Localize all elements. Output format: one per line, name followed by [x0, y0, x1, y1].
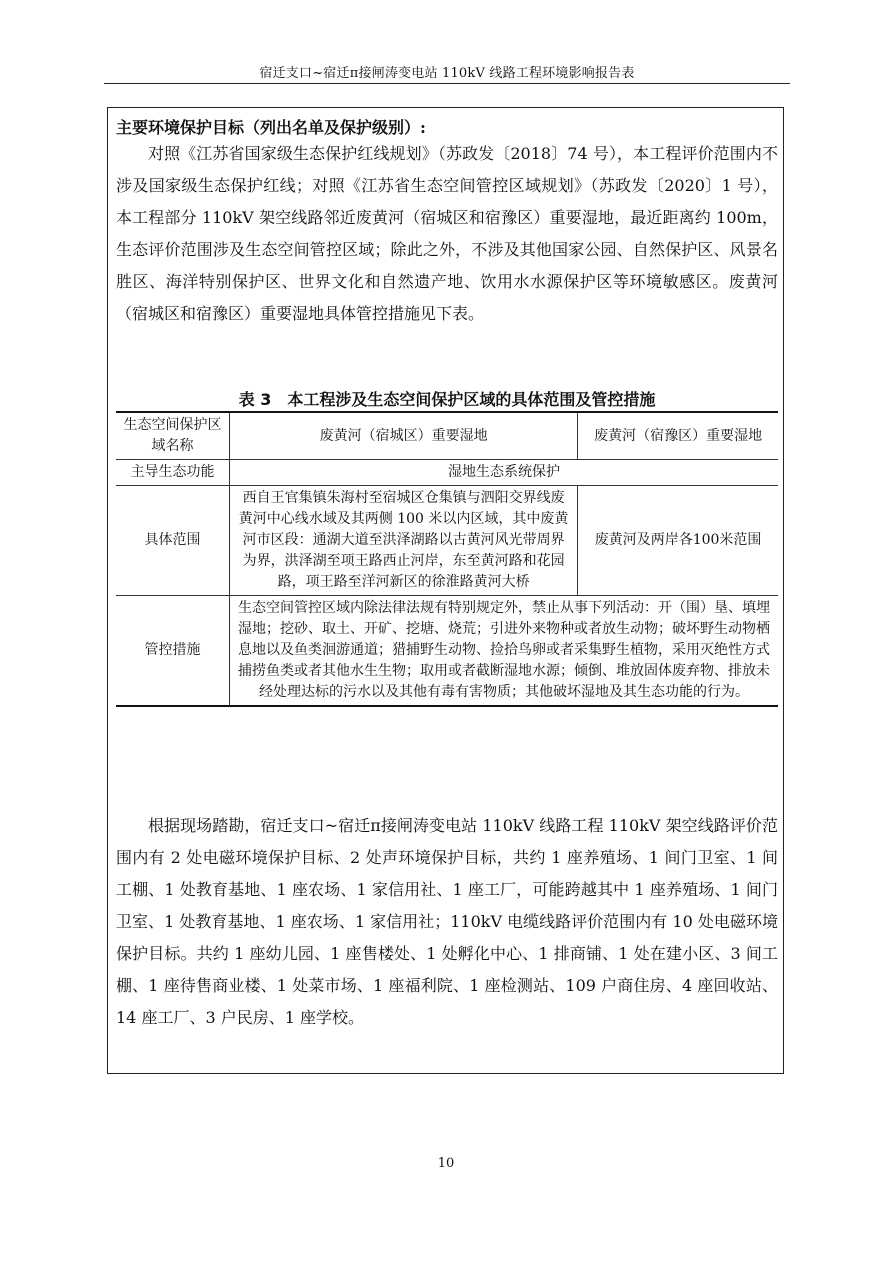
row-label-scope: 具体范围	[116, 486, 230, 596]
page-number: 10	[437, 1156, 455, 1171]
eco-zone-table	[116, 411, 778, 707]
table-caption: 表 3 本工程涉及生态空间保护区域的具体范围及管控措施	[238, 390, 656, 409]
intro-paragraph: 对照《江苏省国家级生态保护红线规划》（苏政发〔2018〕74 号），本工程评价范围内不涉及国家级生态保护红线；对照《江苏省生态空间管控区域规划》（苏政发〔2020〕1 号），本工程部分 110kV 架空线路邻近废黄河（宿城区和宿豫区）重要湿地，最近距离约 100m，生态评价范围涉及生态空间管控区域；除此之外，不涉及其他国家公园、自然保护区、风景名胜区、海洋特别保护区、世界文化和自然遗产地、饮用水水源保护区等环境敏感区。废黄河（宿城区和宿豫区）重要湿地具体管控措施见下表。	[116, 144, 778, 323]
row-label-name: 生态空间保护区域名称	[116, 412, 230, 460]
section-title: 主要环境保护目标（列出名单及保护级别）:	[116, 118, 426, 137]
survey-paragraph: 根据现场踏勘，宿迁支口~宿迁π接闸涛变电站 110kV 线路工程 110kV 架空线路评价范围内有 2 处电磁环境保护目标、2 处声环境保护目标，共约 1 座养殖场、1 间门卫室、1 间工棚、1 处教育基地、1 座农场、1 家信用社、1 座工厂，可能跨越其中 1 座养殖场、1 间门卫室、1 处教育基地、1 座农场、1 家信用社；110kV 电缆线路评价范围内有 10 处电磁环境保护目标。共约 1 座幼儿园、1 座售楼处、1 处孵化中心、1 排商铺、1 处在建小区、3 间工棚、1 座待售商业楼、1 处菜市场、1 座福利院、1 座检测站、109 户商住房、4 座回收站、14 座工厂、3 户民房、1 座学校。	[116, 816, 778, 1027]
zone-name-suyu: 废黄河（宿豫区）重要湿地	[578, 412, 778, 460]
row-label-function: 主导生态功能	[116, 460, 230, 486]
header-rule	[104, 83, 790, 84]
table-row-measures	[116, 596, 778, 707]
table-row-scope	[116, 486, 778, 596]
function-value: 湿地生态系统保护	[230, 460, 778, 486]
page-header: 宿迁支口~宿迁π接闸涛变电站 110kV 线路工程环境影响报告表	[259, 66, 635, 81]
table-row-name	[116, 412, 778, 460]
zone-name-sucheng: 废黄河（宿城区）重要湿地	[230, 412, 578, 460]
table-row-function	[116, 460, 778, 486]
scope-suyu: 废黄河及两岸各100米范围	[578, 486, 778, 596]
row-label-measures: 管控措施	[116, 596, 230, 707]
scope-sucheng: 西自王官集镇朱海村至宿城区仓集镇与泗阳交界线废黄河中心线水域及其两侧 100 米以内区域，其中废黄河市区段：通湖大道至洪泽湖路以古黄河风光带周界为界，洪泽湖至项王路西止河岸，东至黄河路和花园路，项王路至洋河新区的徐淮路黄河大桥	[230, 486, 578, 596]
measures-value: 生态空间管控区域内除法律法规有特别规定外，禁止从事下列活动：开（围）垦、填埋湿地；挖砂、取土、开矿、挖塘、烧荒；引进外来物种或者放生动物；破坏野生动物栖息地以及鱼类洄游通道；猎捕野生动物、捡拾鸟卵或者采集野生植物，采用灭绝性方式捕捞鱼类或者其他水生生物；取用或者截断湿地水源；倾倒、堆放固体废弃物、排放未经处理达标的污水以及其他有毒有害物质；其他破坏湿地及其生态功能的行为。	[230, 596, 778, 707]
